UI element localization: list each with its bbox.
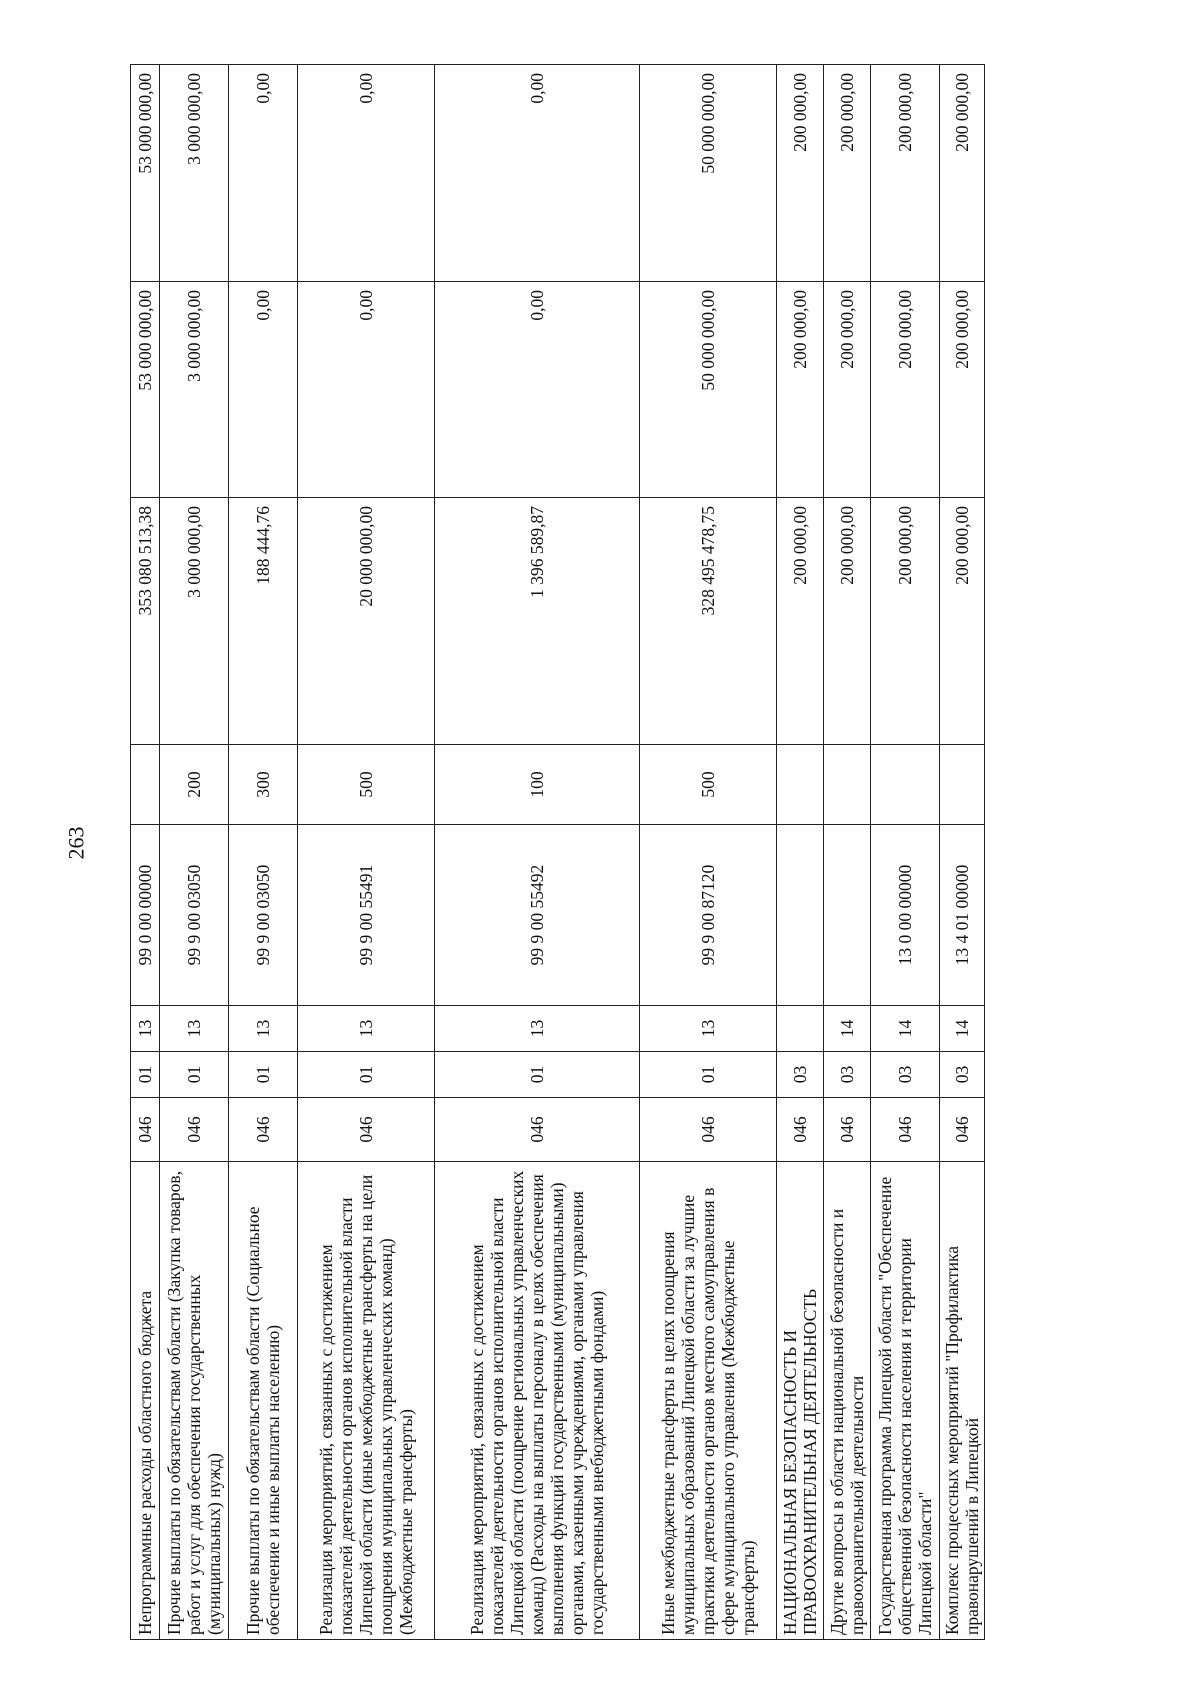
expense-type-cell — [777, 745, 824, 825]
table-row — [298, 65, 435, 1640]
amount-year2-cell: 0,00 — [435, 282, 640, 498]
amount-year2-cell: 200 000,00 — [940, 282, 985, 498]
amount-year1-cell: 20 000 000,00 — [298, 498, 435, 745]
amount-year2-cell: 200 000,00 — [824, 282, 871, 498]
amount-year3-cell: 200 000,00 — [824, 65, 871, 282]
expense-type-cell — [871, 745, 940, 825]
table-row — [435, 65, 640, 1640]
admin-code-cell: 046 — [298, 1098, 435, 1162]
section-code-cell: 03 — [940, 1052, 985, 1098]
row-name-cell: Иные межбюджетные трансферты в целях поощрения муниципальных образований Липецкой области за лучшие практики деятельности органов местного самоуправления в сфере муниципального управления (Межбюджетные трансферты) — [640, 1162, 777, 1640]
section-code-cell: 01 — [160, 1052, 229, 1098]
amount-year1-cell: 3 000 000,00 — [160, 498, 229, 745]
admin-code-cell: 046 — [131, 1098, 160, 1162]
amount-year3-cell: 0,00 — [229, 65, 298, 282]
admin-code-cell: 046 — [940, 1098, 985, 1162]
section-code-cell: 03 — [824, 1052, 871, 1098]
amount-year1-cell: 200 000,00 — [940, 498, 985, 745]
amount-year1-cell: 1 396 589,87 — [435, 498, 640, 745]
table-row — [871, 65, 940, 1640]
expense-type-cell: 300 — [229, 745, 298, 825]
row-name-cell: Прочие выплаты по обязательствам области (Закупка товаров, работ и услуг для обеспечения государственных (муниципальных) нужд) — [160, 1162, 229, 1640]
target-article-cell: 99 9 00 87120 — [640, 825, 777, 1006]
subsection-code-cell: 13 — [160, 1006, 229, 1052]
target-article-cell: 13 4 01 00000 — [940, 825, 985, 1006]
section-code-cell: 01 — [131, 1052, 160, 1098]
amount-year1-cell: 188 444,76 — [229, 498, 298, 745]
amount-year2-cell: 50 000 000,00 — [640, 282, 777, 498]
target-article-cell: 99 9 00 55491 — [298, 825, 435, 1006]
section-code-cell: 01 — [229, 1052, 298, 1098]
target-article-cell — [777, 825, 824, 1006]
budget-table — [130, 64, 985, 1640]
row-name-cell: Прочие выплаты по обязательствам области (Социальное обеспечение и иные выплаты населению) — [229, 1162, 298, 1640]
amount-year2-cell: 200 000,00 — [777, 282, 824, 498]
table-row — [824, 65, 871, 1640]
admin-code-cell: 046 — [435, 1098, 640, 1162]
row-name-cell: Комплекс процессных мероприятий "Профилактика правонарушений в Липецкой — [940, 1162, 985, 1640]
rotated-table-container — [130, 65, 1090, 1640]
row-name-cell: Реализация мероприятий, связанных с достижением показателей деятельности органов исполнительной власти Липецкой области (иные межбюджетные трансферты на цели поощрения муниципальных управленческих команд) (Межбюджетные трансферты) — [298, 1162, 435, 1640]
target-article-cell: 13 0 00 00000 — [871, 825, 940, 1006]
target-article-cell: 99 9 00 03050 — [160, 825, 229, 1006]
expense-type-cell: 500 — [640, 745, 777, 825]
amount-year3-cell: 53 000 000,00 — [131, 65, 160, 282]
amount-year2-cell: 3 000 000,00 — [160, 282, 229, 498]
subsection-code-cell: 13 — [131, 1006, 160, 1052]
section-code-cell: 03 — [871, 1052, 940, 1098]
section-code-cell: 01 — [298, 1052, 435, 1098]
amount-year3-cell: 200 000,00 — [777, 65, 824, 282]
subsection-code-cell: 13 — [298, 1006, 435, 1052]
amount-year2-cell: 200 000,00 — [871, 282, 940, 498]
target-article-cell: 99 9 00 55492 — [435, 825, 640, 1006]
expense-type-cell: 100 — [435, 745, 640, 825]
amount-year1-cell: 200 000,00 — [824, 498, 871, 745]
subsection-code-cell — [777, 1006, 824, 1052]
section-code-cell: 03 — [777, 1052, 824, 1098]
amount-year2-cell: 0,00 — [298, 282, 435, 498]
admin-code-cell: 046 — [824, 1098, 871, 1162]
row-name-cell: Другие вопросы в области национальной безопасности и правоохранительной деятельности — [824, 1162, 871, 1640]
expense-type-cell: 500 — [298, 745, 435, 825]
amount-year1-cell: 200 000,00 — [777, 498, 824, 745]
target-article-cell: 99 0 00 00000 — [131, 825, 160, 1006]
subsection-code-cell: 13 — [640, 1006, 777, 1052]
subsection-code-cell: 14 — [940, 1006, 985, 1052]
amount-year3-cell: 200 000,00 — [940, 65, 985, 282]
expense-type-cell — [940, 745, 985, 825]
table-row — [640, 65, 777, 1640]
row-name-cell: НАЦИОНАЛЬНАЯ БЕЗОПАСНОСТЬ И ПРАВООХРАНИТЕЛЬНАЯ ДЕЯТЕЛЬНОСТЬ — [777, 1162, 824, 1640]
target-article-cell: 99 9 00 03050 — [229, 825, 298, 1006]
table-row — [160, 65, 229, 1640]
row-name-cell: Реализация мероприятий, связанных с достижением показателей деятельности органов исполнительной власти Липецкой области (поощрение региональных управленческих команд) (Расходы на выплаты персоналу в целях обеспечения выполнения функций государственными (муниципальными) органами, казенными учреждениями, органами управления государственными внебюджетными фондами) — [435, 1162, 640, 1640]
subsection-code-cell: 14 — [871, 1006, 940, 1052]
admin-code-cell: 046 — [229, 1098, 298, 1162]
amount-year2-cell: 53 000 000,00 — [131, 282, 160, 498]
expense-type-cell: 200 — [160, 745, 229, 825]
admin-code-cell: 046 — [640, 1098, 777, 1162]
target-article-cell — [824, 825, 871, 1006]
table-row — [940, 65, 985, 1640]
amount-year2-cell: 0,00 — [229, 282, 298, 498]
section-code-cell: 01 — [435, 1052, 640, 1098]
page-number: 263 — [63, 826, 89, 860]
expense-type-cell — [131, 745, 160, 825]
table-row — [131, 65, 160, 1640]
table-row — [229, 65, 298, 1640]
table-body — [131, 65, 985, 1640]
amount-year1-cell: 200 000,00 — [871, 498, 940, 745]
amount-year3-cell: 50 000 000,00 — [640, 65, 777, 282]
admin-code-cell: 046 — [160, 1098, 229, 1162]
section-code-cell: 01 — [640, 1052, 777, 1098]
row-name-cell: Непрограммные расходы областного бюджета — [131, 1162, 160, 1640]
admin-code-cell: 046 — [777, 1098, 824, 1162]
subsection-code-cell: 13 — [229, 1006, 298, 1052]
table-row — [777, 65, 824, 1640]
amount-year1-cell: 353 080 513,38 — [131, 498, 160, 745]
expense-type-cell — [824, 745, 871, 825]
subsection-code-cell: 13 — [435, 1006, 640, 1052]
amount-year3-cell: 200 000,00 — [871, 65, 940, 282]
amount-year3-cell: 0,00 — [298, 65, 435, 282]
row-name-cell: Государственная программа Липецкой области "Обеспечение общественной безопасности населения и территории Липецкой области" — [871, 1162, 940, 1640]
amount-year3-cell: 0,00 — [435, 65, 640, 282]
subsection-code-cell: 14 — [824, 1006, 871, 1052]
admin-code-cell: 046 — [871, 1098, 940, 1162]
amount-year3-cell: 3 000 000,00 — [160, 65, 229, 282]
amount-year1-cell: 328 495 478,75 — [640, 498, 777, 745]
